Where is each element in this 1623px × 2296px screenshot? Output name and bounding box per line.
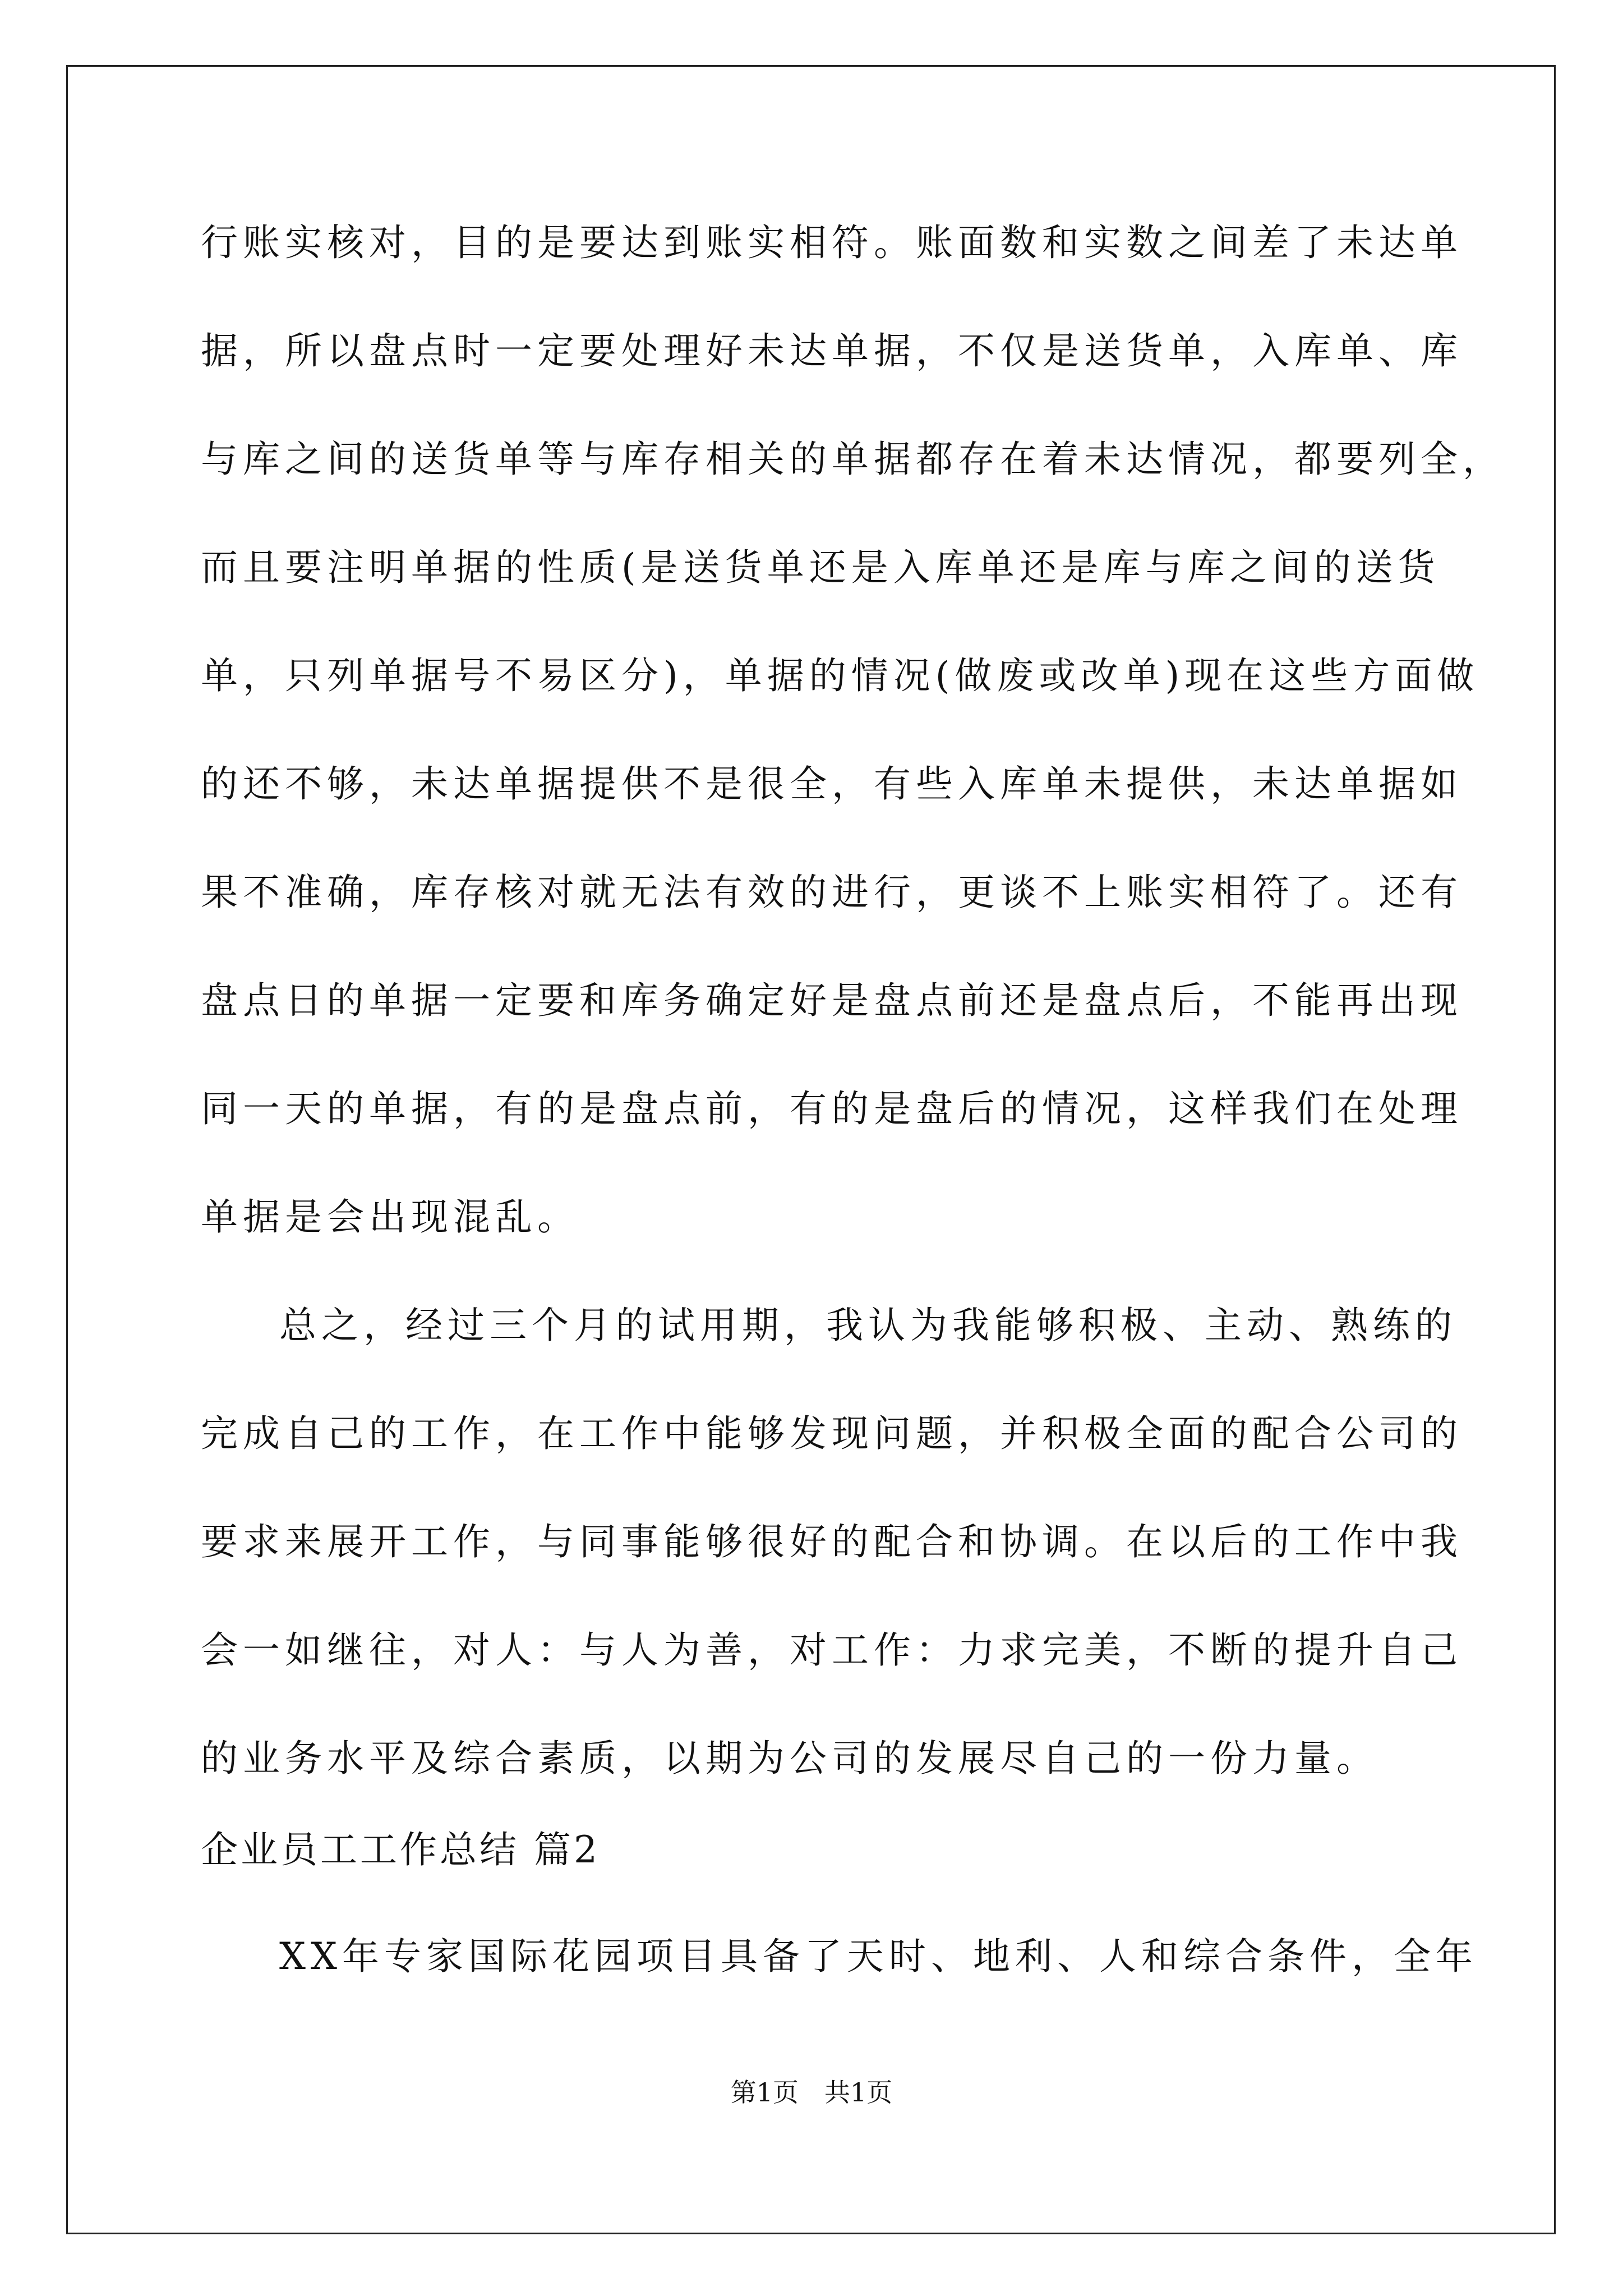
section-heading: 企业员工工作总结 篇2: [201, 1828, 600, 1871]
paragraph-line: 同一天的单据，有的是盘点前，有的是盘后的情况，这样我们在处理: [201, 1087, 1463, 1130]
paragraph-line: 行账实核对，目的是要达到账实相符。账面数和实数之间差了未达单: [201, 221, 1463, 264]
paragraph-line: 单据是会出现混乱。: [201, 1195, 579, 1239]
paragraph-line: 的业务水平及综合素质，以期为公司的发展尽自己的一份力量。: [201, 1737, 1378, 1780]
page-border: [66, 65, 1556, 2234]
paragraph-line: 完成自己的工作，在工作中能够发现问题，并积极全面的配合公司的: [201, 1412, 1463, 1455]
paragraph-line: 据，所以盘点时一定要处理好未达单据，不仅是送货单，入库单、库: [201, 329, 1463, 372]
paragraph-line: XX年专家国际花园项目具备了天时、地利、人和综合条件，全年: [279, 1935, 1478, 1978]
paragraph-line: 的还不够，未达单据提供不是很全，有些入库单未提供，未达单据如: [201, 762, 1463, 806]
paragraph-line: 会一如继往，对人：与人为善，对工作：力求完美，不断的提升自己: [201, 1628, 1463, 1672]
paragraph-line: 单，只列单据号不易区分)，单据的情况(做废或改单)现在这些方面做: [201, 654, 1479, 697]
page-total: 共1页: [824, 2077, 893, 2108]
page-footer: [0, 2076, 1623, 2109]
paragraph-line: 盘点日的单据一定要和库务确定好是盘点前还是盘点后，不能再出现: [201, 979, 1463, 1022]
page-number: 第1页: [730, 2077, 799, 2108]
paragraph-line: 而且要注明单据的性质(是送货单还是入库单还是库与库之间的送货: [201, 546, 1440, 589]
paragraph-line: 要求来展开工作，与同事能够很好的配合和协调。在以后的工作中我: [201, 1520, 1463, 1563]
paragraph-line: 果不准确，库存核对就无法有效的进行，更谈不上账实相符了。还有: [201, 871, 1463, 914]
paragraph-line: 总之，经过三个月的试用期，我认为我能够积极、主动、熟练的: [279, 1304, 1457, 1347]
paragraph-line: 与库之间的送货单等与库存相关的单据都存在着未达情况，都要列全，: [201, 438, 1505, 481]
